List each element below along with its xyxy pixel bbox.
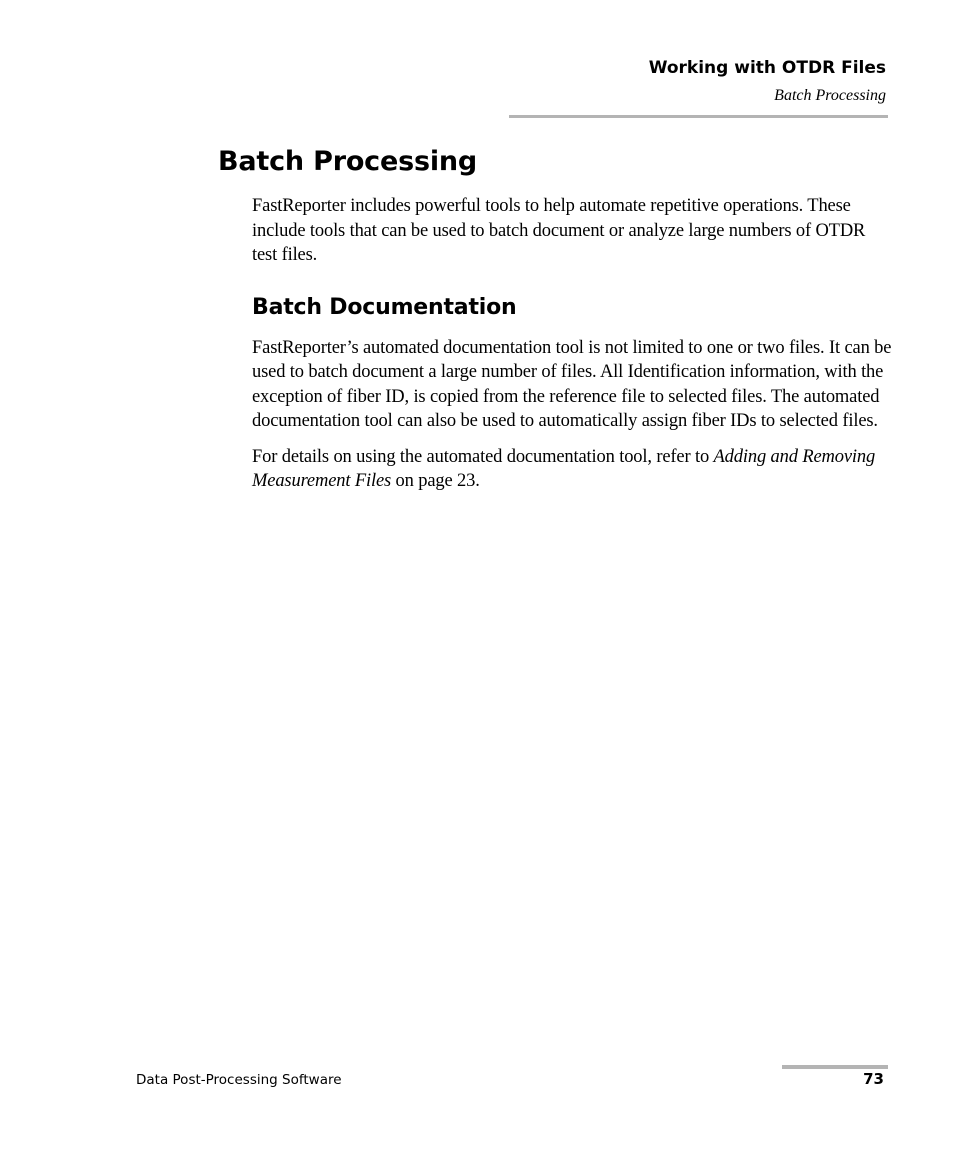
- footer-doc-title: Data Post-Processing Software: [136, 1072, 342, 1088]
- main-content: [252, 194, 892, 494]
- page-title: Batch Processing: [218, 146, 478, 177]
- chapter-title: Working with OTDR Files: [648, 58, 886, 78]
- page-number: 73: [863, 1070, 884, 1088]
- batch-documentation-paragraph: FastReporter’s automated documentation tool is not limited to one or two files. It can be used to batch document a large number of files. All Identification information, with the exception of fiber ID, is copied from the reference file to selected files. The automated documentation tool can also be used to automatically assign fiber IDs to selected files.: [252, 337, 892, 431]
- intro-paragraph: FastReporter includes powerful tools to help automate repetitive operations. These include tools that can be used to batch document or analyze large numbers of OTDR test files.: [252, 196, 866, 265]
- reference-suffix: on page 23.: [391, 471, 480, 491]
- header-rule: [509, 115, 888, 118]
- cross-reference-link[interactable]: Adding and Removing Measurement Files: [252, 446, 876, 491]
- reference-paragraph: [252, 445, 892, 494]
- section-title: Batch Processing: [774, 87, 886, 104]
- running-header: [649, 57, 886, 107]
- batch-documentation-heading: Batch Documentation: [252, 294, 517, 320]
- reference-prefix: For details on using the automated documentation tool, refer to: [252, 446, 714, 467]
